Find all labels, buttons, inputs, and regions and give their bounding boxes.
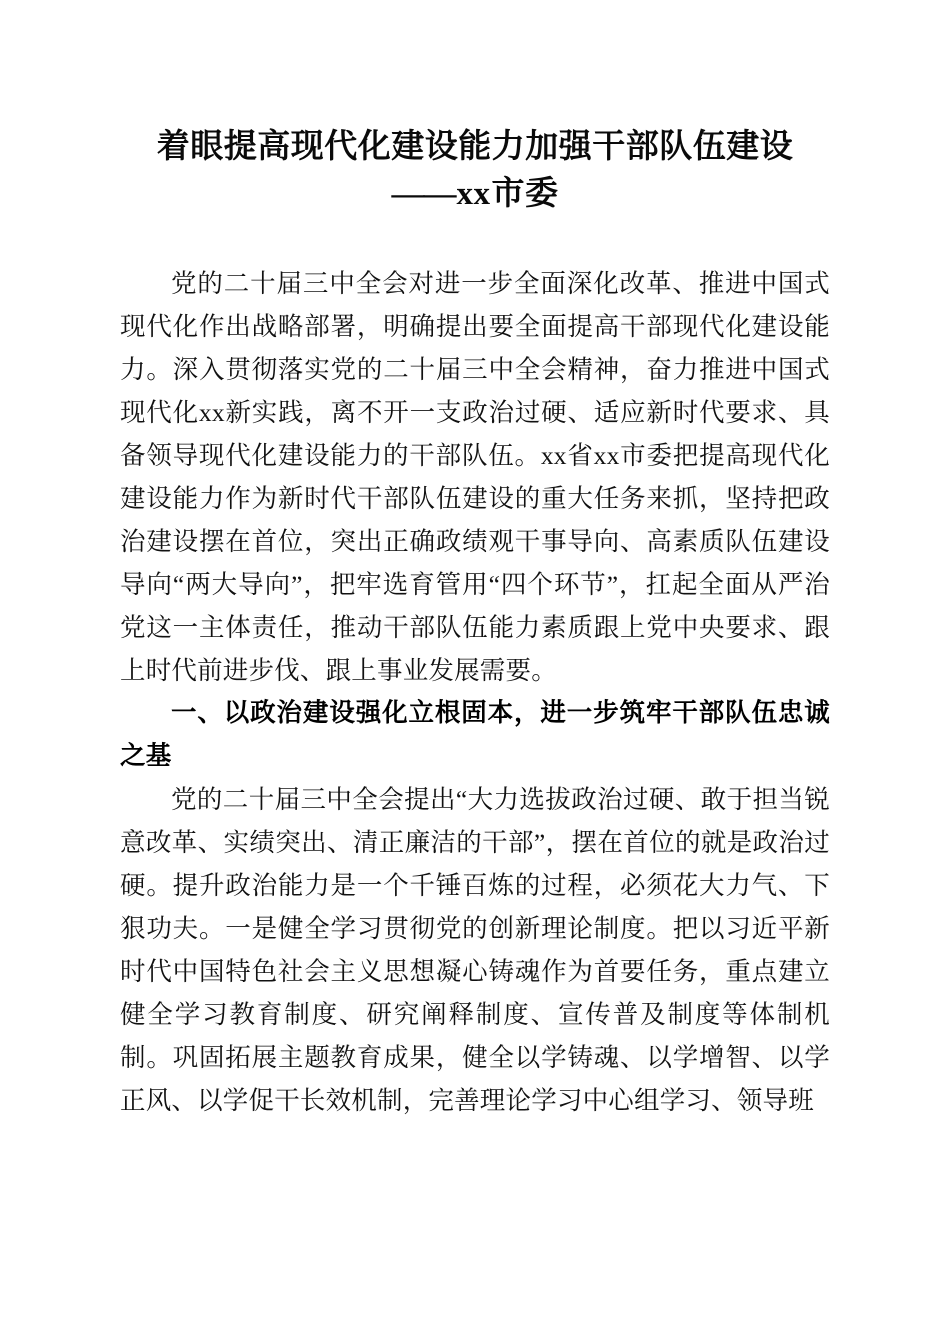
section-heading-1: 一、以政治建设强化立根固本，进一步筑牢干部队伍忠诚之基 bbox=[120, 699, 830, 770]
body-paragraph-1: 党的二十届三中全会对进一步全面深化改革、推进中国式现代化作出战略部署，明确提出要全面提高干部现代化建设能力。深入贯彻落实党的二十届三中全会精神，奋力推进中国式现代化xx新实践，离不开一支政治过硬、适应新时代要求、具备领导现代化建设能力的干部队伍。xx省xx市委把提高现代化建设能力作为新时代干部队伍建设的重大任务来抓，坚持把政治建设摆在首位，突出正确政绩观干事导向、高素质队伍建设导向“两大导向”，把牢选育管用“四个环节”，扛起全面从严治党这一主体责任，推动干部队伍能力素质跟上党中央要求、跟上时代前进步伐、跟上事业发展需要。 bbox=[120, 269, 830, 685]
document-body bbox=[120, 262, 830, 1122]
title-org-placeholder: xx bbox=[456, 176, 491, 212]
title-em-dash: —— bbox=[391, 176, 456, 212]
title-org-suffix: 市委 bbox=[491, 174, 559, 211]
title-attribution-line bbox=[120, 169, 830, 218]
body-paragraph-2: 党的二十届三中全会提出“大力选拔政治过硬、敢于担当锐意改革、实绩突出、清正廉洁的干部”，摆在首位的就是政治过硬。提升政治能力是一个千锤百炼的过程，必须花大力气、下狠功夫。一是健全学习贯彻党的创新理论制度。把以习近平新时代中国特色社会主义思想凝心铸魂作为首要任务，重点建立健全学习教育制度、研究阐释制度、宣传普及制度等体制机制。巩固拓展主题教育成果，健全以学铸魂、以学增智、以学正风、以学促干长效机制，完善理论学习中心组学习、领导班 bbox=[120, 785, 830, 1115]
page-title bbox=[120, 122, 830, 218]
title-main-line: 着眼提高现代化建设能力加强干部队伍建设 bbox=[156, 127, 794, 164]
